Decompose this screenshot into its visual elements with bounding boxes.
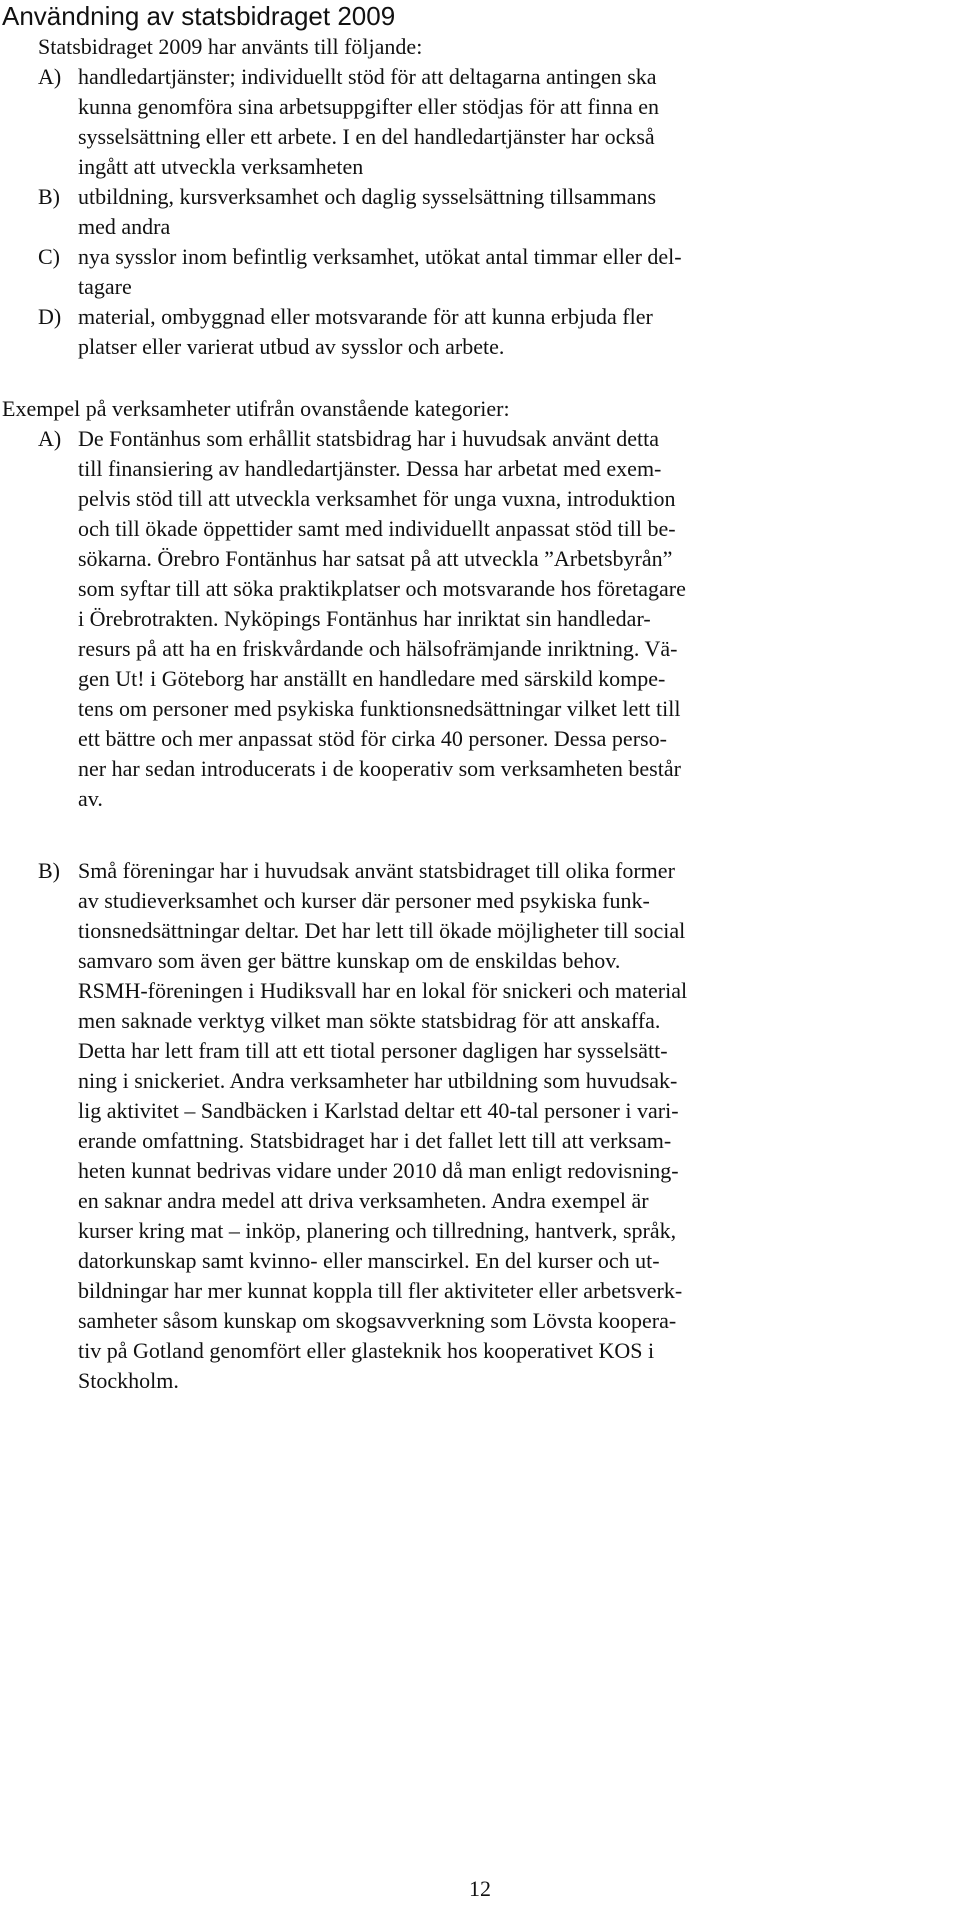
list-item-text-line: ett bättre och mer anpassat stöd för cirka 40 personer. Dessa perso- [78,726,667,751]
examples-intro: Exempel på verksamheter utifrån ovanstående kategorier: [2,396,510,421]
list-item-text-line: av studieverksamhet och kurser där personer med psykiska funk- [78,888,650,913]
list-item-text-line: platser eller varierat utbud av sysslor och arbete. [78,334,505,359]
list-item-text-line: kurser kring mat – inköp, planering och tillredning, hantverk, språk, [78,1218,677,1243]
list-item-text-line: lig aktivitet – Sandbäcken i Karlstad deltar ett 40-tal personer i vari- [78,1098,679,1123]
list-item-text-line: nya sysslor inom befintlig verksamhet, utökat antal timmar eller del- [78,244,682,269]
page-number: 12 [469,1876,491,1901]
intro-text: Statsbidraget 2009 har använts till följande: [38,34,423,59]
list-item-text-line: till finansiering av handledartjänster. Dessa har arbetat med exem- [78,456,662,481]
list-item-label: D) [38,304,62,329]
list-item-label: B) [38,184,60,209]
list-item-label: A) [38,64,62,89]
list-item-text-line: resurs på att ha en friskvårdande och hälsofrämjande inriktning. Vä- [78,636,678,661]
list-item-text-line: ning i snickeriet. Andra verksamheter har utbildning som huvudsak- [78,1068,678,1093]
list-item-text-line: material, ombyggnad eller motsvarande för att kunna erbjuda fler [78,304,653,329]
list-item-text-line: tionsnedsättningar deltar. Det har lett till ökade möjligheter till social [78,918,686,943]
list-item-text-line: tens om personer med psykiska funktionsnedsättningar vilket lett till [78,696,681,721]
list-item-text-line: Stockholm. [78,1368,179,1393]
list-item-text-line: Små föreningar har i huvudsak använt statsbidraget till olika former [78,858,675,883]
list-item-text-line: De Fontänhus som erhållit statsbidrag har i huvudsak använt detta [78,426,660,451]
list-item-text-line: tiv på Gotland genomfört eller glasteknik hos kooperativet KOS i [78,1338,655,1363]
list-item-text-line: av. [78,786,103,811]
list-item-text-line: RSMH-föreningen i Hudiksvall har en lokal för snickeri och material [78,978,688,1003]
list-item-text-line: kunna genomföra sina arbetsuppgifter eller stödjas för att finna en [78,94,659,119]
list-item-text-line: samvaro som även ger bättre kunskap om de enskildas behov. [78,948,621,973]
list-item-text-line: tagare [78,274,132,299]
list-item-text-line: ner har sedan introducerats i de kooperativ som verksamheten består [78,756,681,781]
page-heading: Användning av statsbidraget 2009 [2,1,396,31]
list-item-text-line: som syftar till att söka praktikplatser och motsvarande hos företagare [78,576,686,601]
list-item-text-line: sökarna. Örebro Fontänhus har satsat på att utveckla ”Arbetsbyrån” [78,546,673,571]
list-item-label: A) [38,426,62,451]
list-item-text-line: erande omfattning. Statsbidraget har i det fallet lett till att verksam- [78,1128,672,1153]
list-item-text-line: samheter såsom kunskap om skogsavverkning som Lövsta koopera- [78,1308,677,1333]
list-item-label: B) [38,858,60,883]
list-item-text-line: en saknar andra medel att driva verksamheten. Andra exempel är [78,1188,649,1213]
list-item-text-line: sysselsättning eller ett arbete. I en del handledartjänster har också [78,124,655,149]
list-item-text-line: gen Ut! i Göteborg har anställt en handledare med särskild kompe- [78,666,666,691]
list-item-text-line: med andra [78,214,171,239]
list-item-text-line: bildningar har mer kunnat koppla till fler aktiviteter eller arbetsverk- [78,1278,683,1303]
list-item-text-line: handledartjänster; individuellt stöd för att deltagarna antingen ska [78,64,657,89]
list-item-text-line: Detta har lett fram till att ett tiotal personer dagligen har sysselsätt- [78,1038,668,1063]
list-item-text-line: ingått att utveckla verksamheten [78,154,364,179]
list-item-text-line: heten kunnat bedrivas vidare under 2010 då man enligt redovisning- [78,1158,679,1183]
list-item-text-line: men saknade verktyg vilket man sökte statsbidrag för att anskaffa. [78,1008,661,1033]
list-item-text-line: utbildning, kursverksamhet och daglig sysselsättning tillsammans [78,184,657,209]
list-item-text-line: pelvis stöd till att utveckla verksamhet för unga vuxna, introduktion [78,486,676,511]
list-item-text-line: datorkunskap samt kvinno- eller manscirkel. En del kurser och ut- [78,1248,660,1273]
list-item-label: C) [38,244,60,269]
list-item-text-line: i Örebrotrakten. Nyköpings Fontänhus har inriktat sin handledar- [78,606,651,631]
list-item-text-line: och till ökade öppettider samt med individuellt anpassat stöd till be- [78,516,676,541]
